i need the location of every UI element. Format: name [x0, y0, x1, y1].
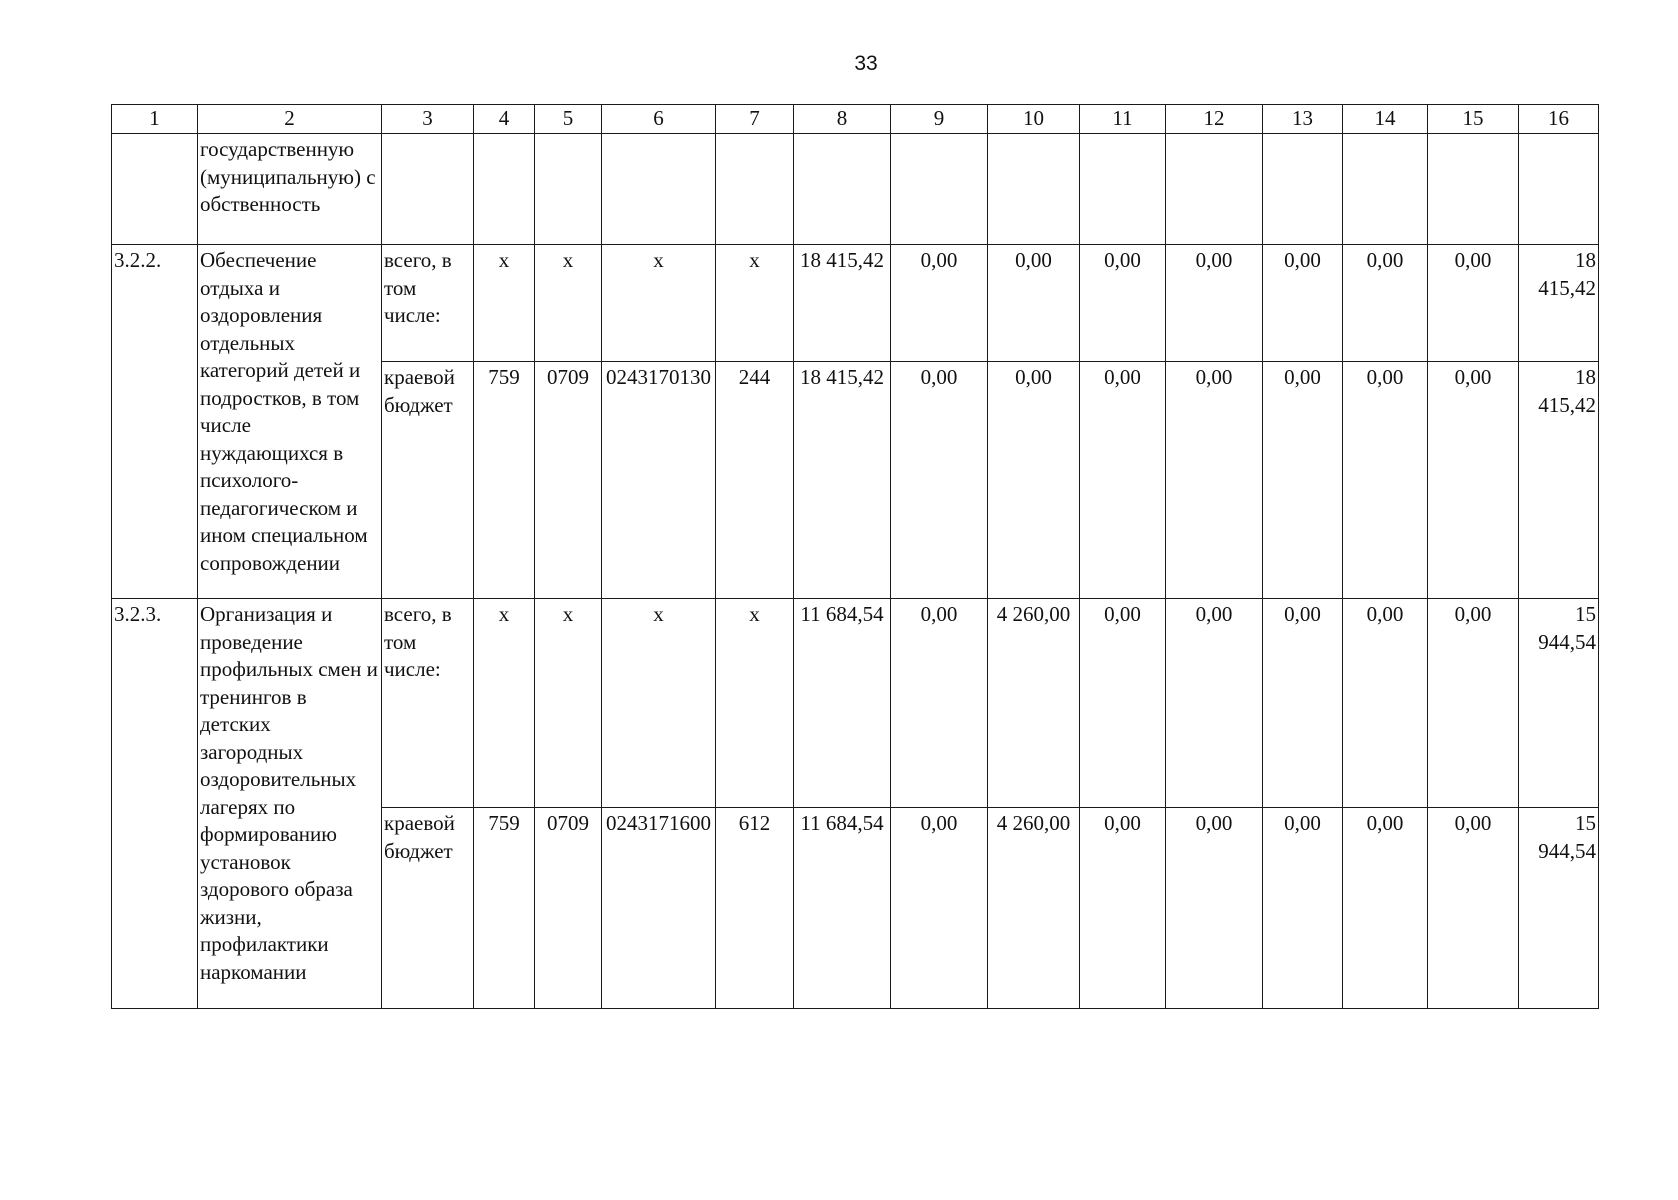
col10-cell: 4 260,00 [988, 808, 1080, 1009]
col15-cell: 0,00 [1428, 599, 1519, 808]
item-code-cell [112, 134, 198, 245]
column-number: 11 [1080, 105, 1166, 134]
table-row [112, 599, 1599, 808]
col13-cell: 0,00 [1263, 362, 1343, 599]
table-cell [891, 134, 988, 245]
col16-cell: 15 944,54 [1519, 599, 1599, 808]
table-cell [1166, 134, 1263, 245]
col16-cell: 18 415,42 [1519, 362, 1599, 599]
item-name-cell: Организация и проведение профильных смен и тренингов в детских загородных оздоровительных лагерях по формированию установок здорового образа жизни, профилактики наркомании [198, 599, 382, 1009]
source-cell: всего, в том числе: [382, 245, 474, 362]
column-number: 14 [1343, 105, 1428, 134]
column-number: 2 [198, 105, 382, 134]
col12-cell: 0,00 [1166, 245, 1263, 362]
table-cell [988, 134, 1080, 245]
col4-cell: х [474, 245, 535, 362]
column-number: 12 [1166, 105, 1263, 134]
source-cell [382, 134, 474, 245]
table-cell [716, 134, 794, 245]
item-code-cell: 3.2.3. [112, 599, 198, 1009]
col9-cell: 0,00 [891, 245, 988, 362]
col15-cell: 0,00 [1428, 245, 1519, 362]
col11-cell: 0,00 [1080, 808, 1166, 1009]
col15-cell: 0,00 [1428, 808, 1519, 1009]
col7-cell: 612 [716, 808, 794, 1009]
col12-cell: 0,00 [1166, 808, 1263, 1009]
source-cell: краевой бюджет [382, 362, 474, 599]
col5-cell: х [535, 245, 602, 362]
column-number: 9 [891, 105, 988, 134]
col5-cell: 0709 [535, 362, 602, 599]
col11-cell: 0,00 [1080, 599, 1166, 808]
table-cell [535, 134, 602, 245]
source-cell: всего, в том числе: [382, 599, 474, 808]
continuation-row [112, 134, 1599, 245]
col6-cell: х [602, 599, 716, 808]
table-cell [474, 134, 535, 245]
column-number: 5 [535, 105, 602, 134]
budget-table [111, 104, 1599, 1009]
col13-cell: 0,00 [1263, 808, 1343, 1009]
col5-cell: 0709 [535, 808, 602, 1009]
column-number: 6 [602, 105, 716, 134]
page-number: 33 [854, 52, 878, 75]
table-cell [1080, 134, 1166, 245]
col9-cell: 0,00 [891, 599, 988, 808]
column-number-row [112, 105, 1599, 134]
col13-cell: 0,00 [1263, 599, 1343, 808]
col7-cell: х [716, 599, 794, 808]
table-cell [1519, 134, 1599, 245]
table-cell [1428, 134, 1519, 245]
col11-cell: 0,00 [1080, 245, 1166, 362]
col8-cell: 18 415,42 [794, 245, 891, 362]
item-name-cell: государственную (муниципальную) собственность [198, 134, 382, 245]
col10-cell: 0,00 [988, 245, 1080, 362]
col8-cell: 11 684,54 [794, 808, 891, 1009]
col10-cell: 4 260,00 [988, 599, 1080, 808]
column-number: 7 [716, 105, 794, 134]
col8-cell: 18 415,42 [794, 362, 891, 599]
col9-cell: 0,00 [891, 808, 988, 1009]
item-code-cell: 3.2.2. [112, 245, 198, 599]
column-number: 15 [1428, 105, 1519, 134]
column-number: 1 [112, 105, 198, 134]
col14-cell: 0,00 [1343, 599, 1428, 808]
col7-cell: х [716, 245, 794, 362]
source-cell: краевой бюджет [382, 808, 474, 1009]
col16-cell: 18 415,42 [1519, 245, 1599, 362]
column-number: 3 [382, 105, 474, 134]
column-number: 13 [1263, 105, 1343, 134]
col8-cell: 11 684,54 [794, 599, 891, 808]
table-cell [794, 134, 891, 245]
col15-cell: 0,00 [1428, 362, 1519, 599]
column-number: 16 [1519, 105, 1599, 134]
item-name-cell: Обеспечение отдыха и оздоровления отдельных категорий детей и подростков, в том числе нуждающихся в психолого-педагогическом и ином специальном сопровождении [198, 245, 382, 599]
col4-cell: 759 [474, 808, 535, 1009]
col4-cell: 759 [474, 362, 535, 599]
col7-cell: 244 [716, 362, 794, 599]
col10-cell: 0,00 [988, 362, 1080, 599]
col5-cell: х [535, 599, 602, 808]
col14-cell: 0,00 [1343, 362, 1428, 599]
col12-cell: 0,00 [1166, 599, 1263, 808]
col14-cell: 0,00 [1343, 808, 1428, 1009]
col6-cell: 0243171600 [602, 808, 716, 1009]
col12-cell: 0,00 [1166, 362, 1263, 599]
col13-cell: 0,00 [1263, 245, 1343, 362]
col16-cell: 15 944,54 [1519, 808, 1599, 1009]
table-cell [602, 134, 716, 245]
col11-cell: 0,00 [1080, 362, 1166, 599]
col4-cell: х [474, 599, 535, 808]
table-row [112, 245, 1599, 362]
table-cell [1263, 134, 1343, 245]
col14-cell: 0,00 [1343, 245, 1428, 362]
col9-cell: 0,00 [891, 362, 988, 599]
col6-cell: х [602, 245, 716, 362]
column-number: 10 [988, 105, 1080, 134]
col6-cell: 0243170130 [602, 362, 716, 599]
table-cell [1343, 134, 1428, 245]
column-number: 4 [474, 105, 535, 134]
column-number: 8 [794, 105, 891, 134]
